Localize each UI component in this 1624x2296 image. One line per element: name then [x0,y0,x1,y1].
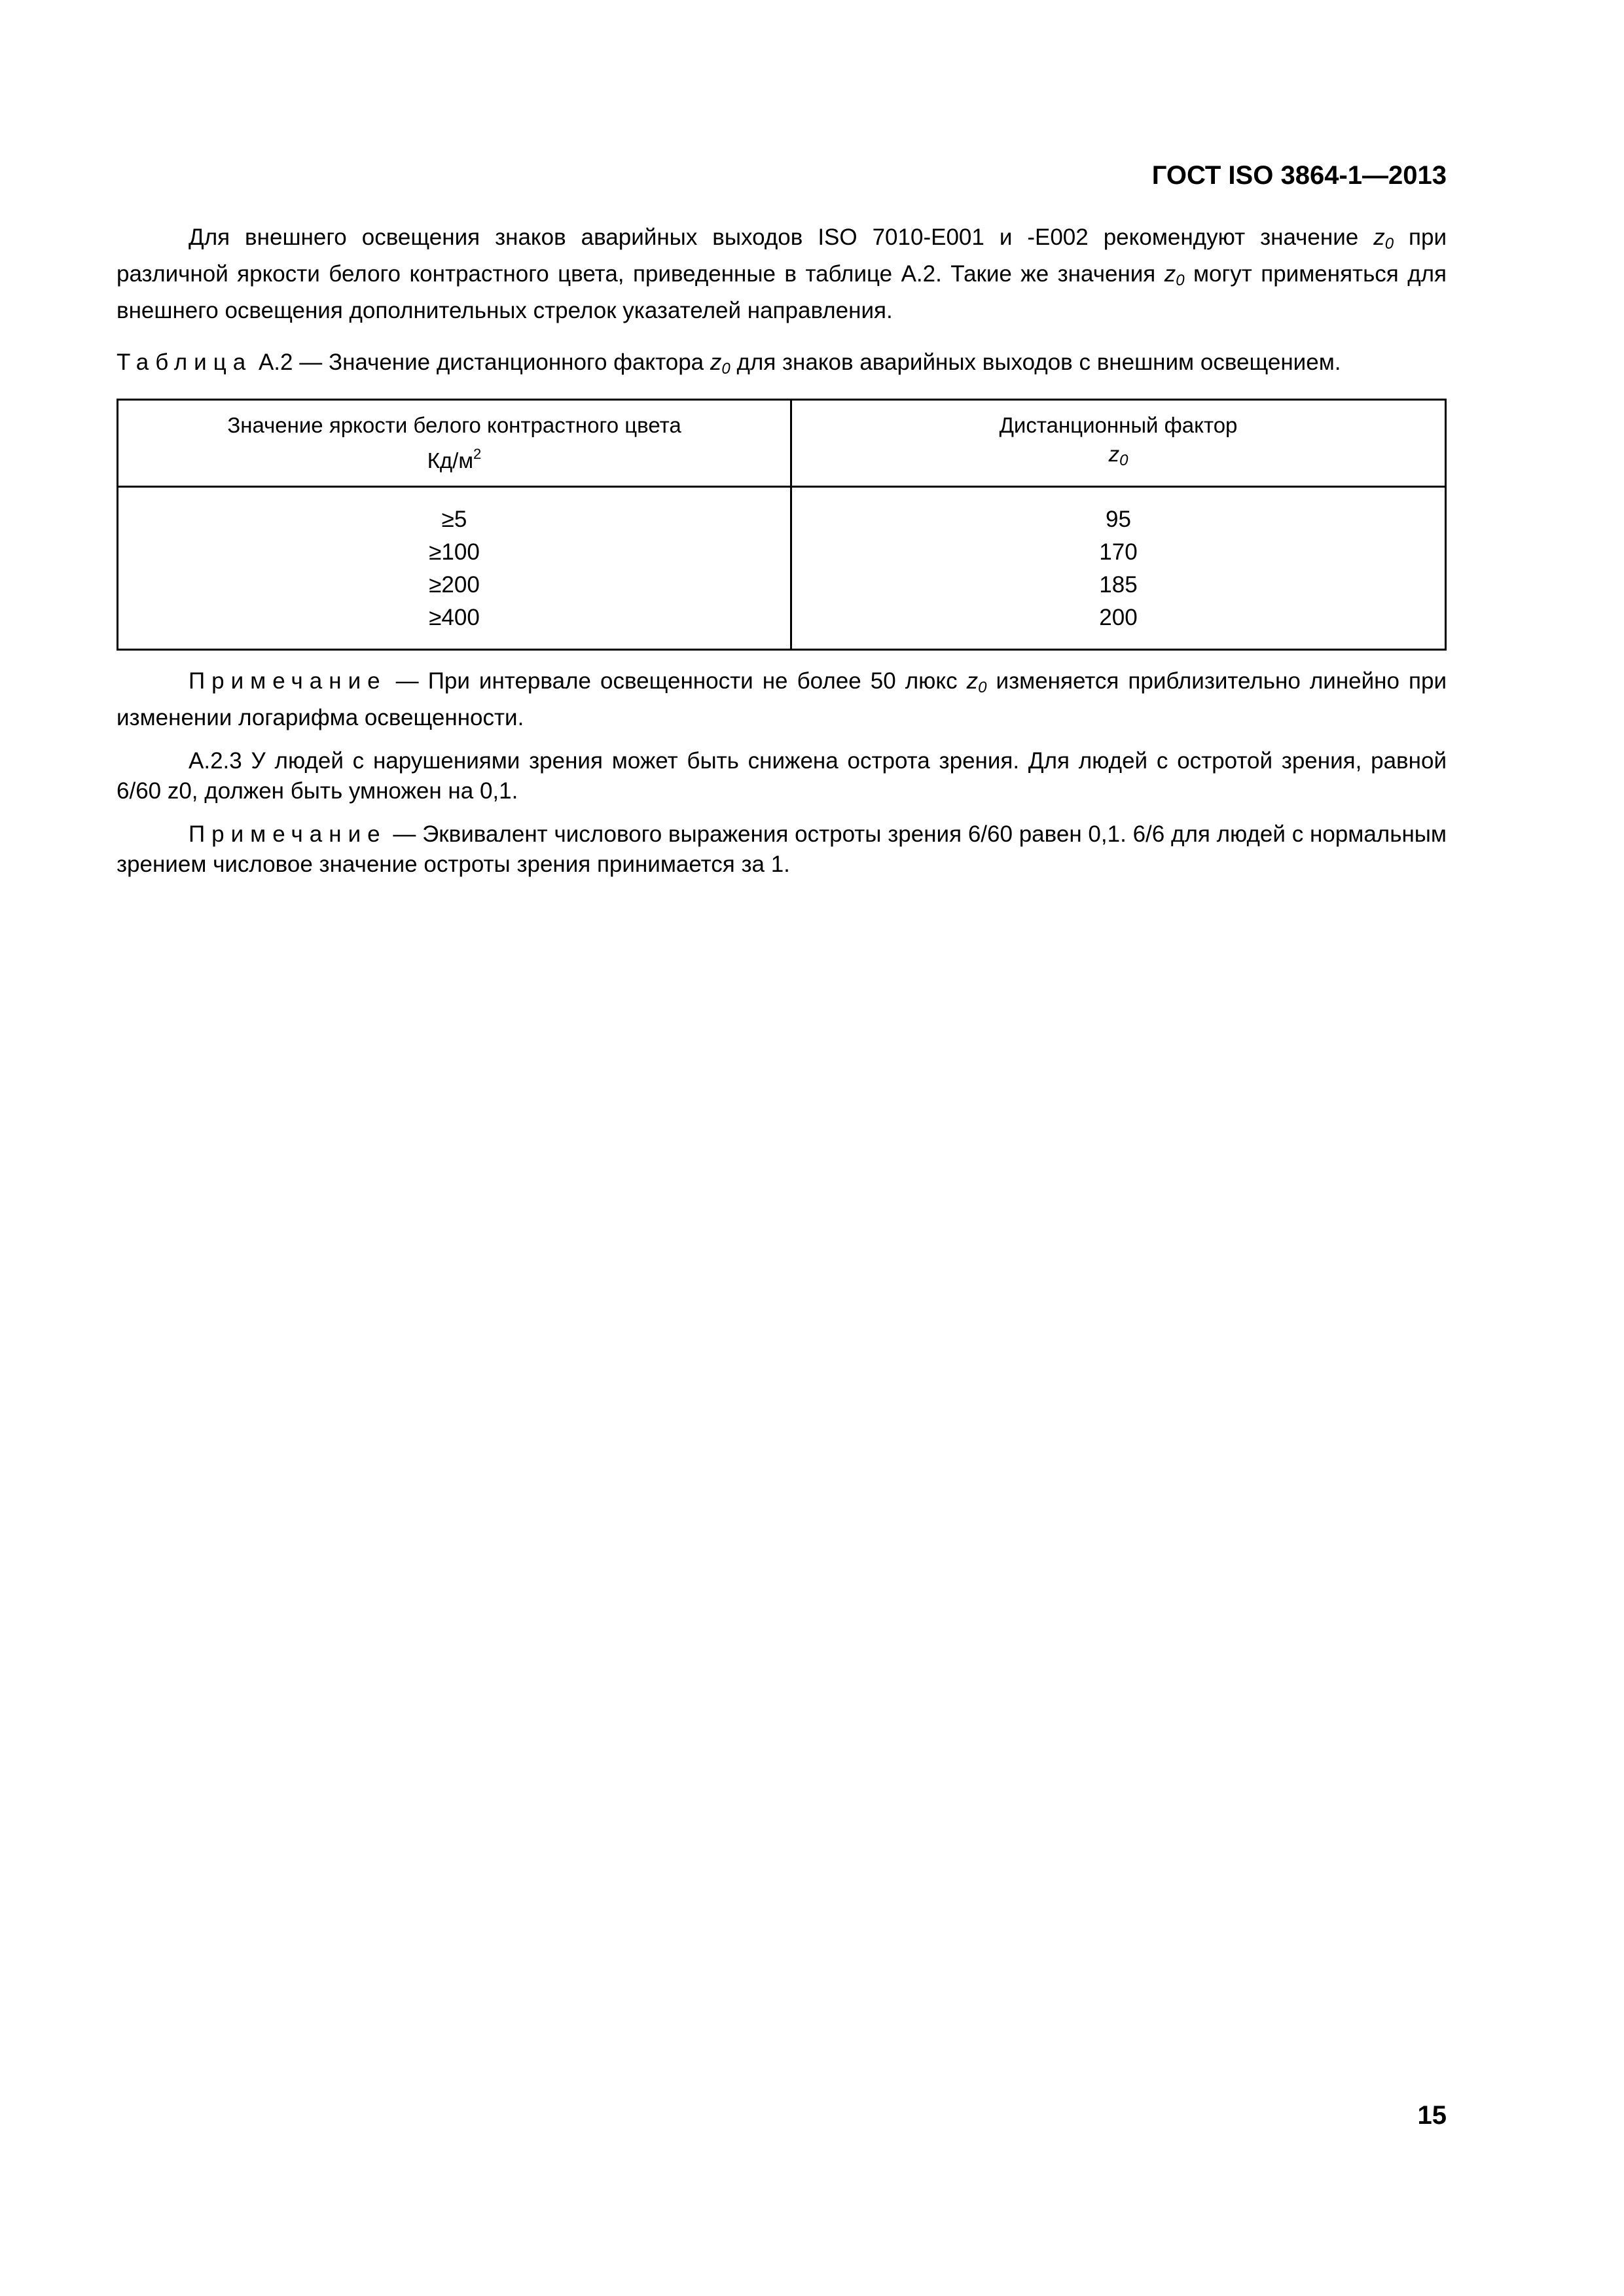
factor-value: 200 [1099,605,1138,630]
factor-value: 95 [1106,507,1131,532]
page-number: 15 [1417,2101,1447,2130]
intro-text-2: при различной яркости белого контрастного цвета, приведенные в таблице А.2. Такие же значения [117,224,1447,287]
note-label: Примечание [189,668,387,694]
factor-values-cell [791,487,1446,650]
luminance-value: ≥100 [429,539,480,565]
z0-symbol: $z_0$ [1373,224,1394,253]
note-label: Примечание [189,821,387,847]
section-a23-paragraph: А.2.3 У людей с нарушениями зрения может быть снижена острота зрения. Для людей с остротой зрения, равной 6/60 z0, должен быть умножен на 0,1. [117,748,1447,804]
factor-value: 185 [1099,572,1138,598]
header-luminance-unit: $Кд/м^2$ [427,446,482,473]
note-1-text-2: изменяется приблизительно линейно при изменении логарифма освещенности. [117,668,1447,730]
header-luminance-label: Значение яркости белого контрастного цвета [227,413,681,437]
intro-paragraph [117,223,1447,326]
z0-symbol: $z_0$ [710,350,731,378]
document-header: ГОСТ ISO 3864-1—2013 [1151,161,1447,190]
distance-factor-table [117,399,1447,651]
table-caption-text-1: А.2 — Значение дистанционного фактора [252,350,710,375]
note-1 [117,666,1447,733]
header-factor-symbol: $z_0$ [1108,442,1128,469]
header-cell-factor [791,400,1446,487]
note-1-text-1: — При интервале освещенности не более 50 люкс [386,668,967,694]
intro-text-1: Для внешнего освещения знаков аварийных выходов ISO 7010-E001 и -E002 рекомендуют значение [189,224,1374,250]
intro-text-3: могут применяться для внешнего освещения дополнительных стрелок указателей направления. [117,261,1447,323]
header-cell-luminance [118,400,791,487]
header-factor-label: Дистанционный фактор [999,413,1238,437]
z0-symbol: $z_0$ [1164,261,1185,289]
note-2-text: — Эквивалент числового выражения остроты зрения 6/60 равен 0,1. 6/6 для людей с нормальным зрением числовое значение остроты зрения принимается за 1. [117,821,1447,877]
table-row [118,487,1446,650]
luminance-value: ≥5 [441,507,467,532]
table-caption-prefix: Таблица [117,350,253,375]
table-header-row [118,400,1446,487]
luminance-values-cell [118,487,791,650]
table-caption-text-2: для знаков аварийных выходов с внешним освещением. [730,350,1341,375]
table-caption [117,348,1447,384]
luminance-value: ≥400 [429,605,480,630]
factor-value: 170 [1099,539,1138,565]
note-2 [117,819,1447,880]
luminance-value: ≥200 [429,572,480,598]
page-content [117,223,1447,880]
z0-symbol: $z_0$ [966,668,987,696]
